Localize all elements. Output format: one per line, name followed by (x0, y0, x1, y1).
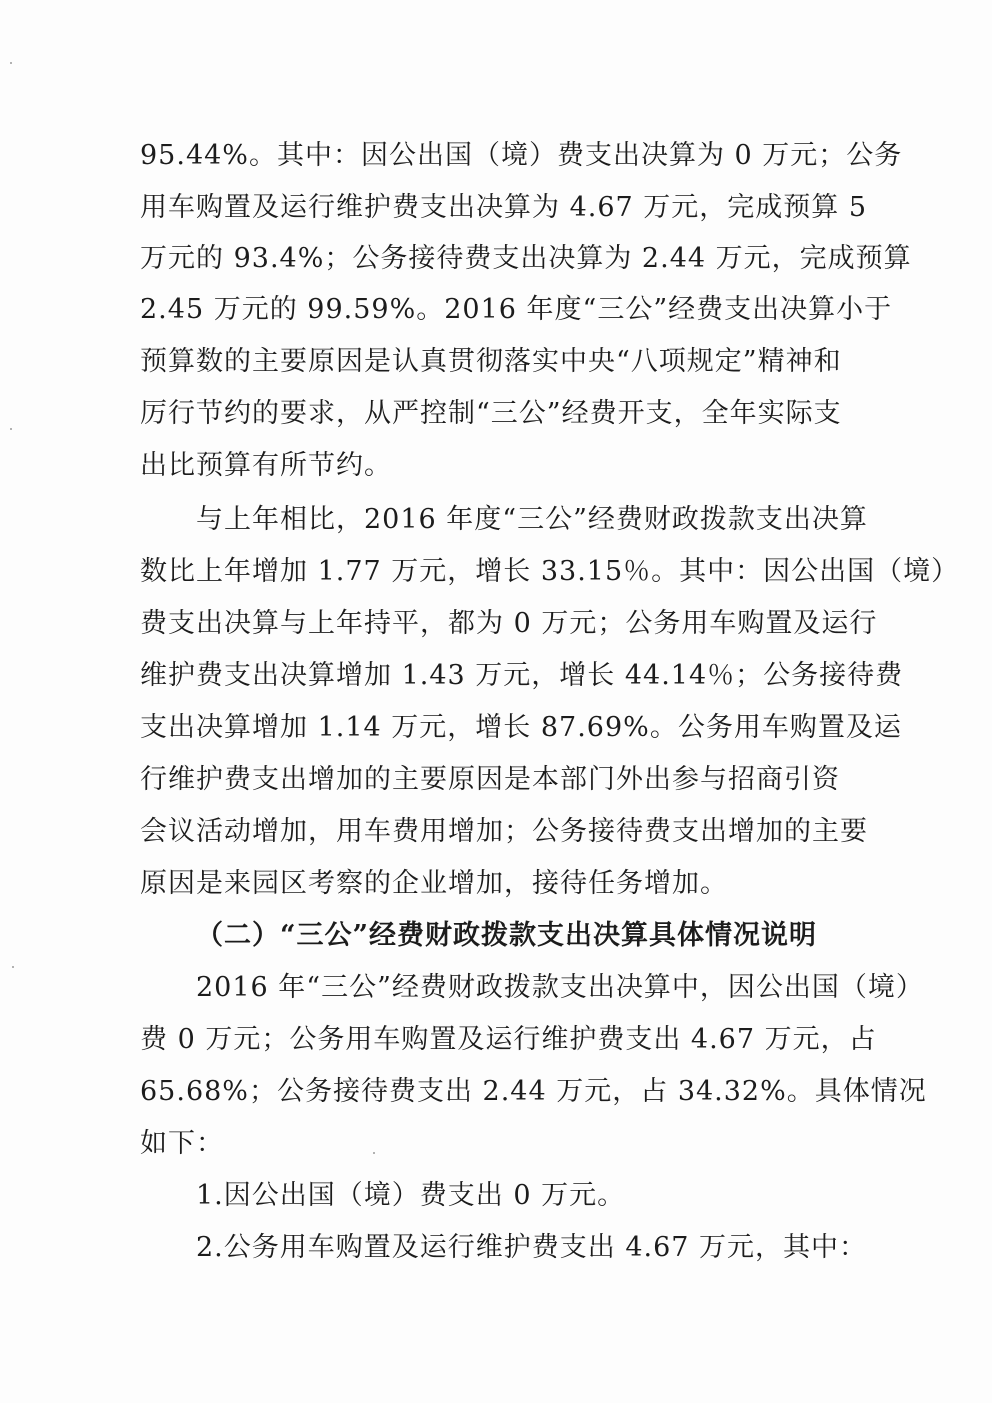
text-line: 用车购置及运行维护费支出决算为 4.67 万元，完成预算 5 (140, 192, 868, 223)
text-line: 65.68%；公务接待费支出 2.44 万元，占 34.32%。具体情况 (140, 1076, 927, 1107)
section-heading: （二）“三公”经费财政拨款支出决算具体情况说明 (196, 920, 818, 951)
text-line: 如下： (140, 1128, 224, 1159)
list-item: 1.因公出国（境）费支出 0 万元。 (196, 1180, 626, 1211)
text-line: 出比预算有所节约。 (140, 450, 392, 481)
text-line: 数比上年增加 1.77 万元，增长 33.15％。其中：因公出国（境） (140, 556, 960, 587)
text-line: 原因是来园区考察的企业增加，接待任务增加。 (140, 868, 728, 899)
scan-speck (12, 966, 14, 968)
text-line: 预算数的主要原因是认真贯彻落实中央“八项规定”精神和 (140, 346, 842, 377)
text-line: 厉行节约的要求，从严控制“三公”经费开支，全年实际支 (140, 398, 842, 429)
text-line: 会议活动增加，用车费用增加；公务接待费支出增加的主要 (140, 816, 868, 847)
text-line: 费支出决算与上年持平，都为 0 万元；公务用车购置及运行 (140, 608, 878, 639)
text-line: 支出决算增加 1.14 万元，增长 87.69%。公务用车购置及运 (140, 712, 902, 743)
list-item: 2.公务用车购置及运行维护费支出 4.67 万元，其中： (196, 1232, 868, 1263)
scan-speck (10, 428, 12, 430)
text-line: 维护费支出决算增加 1.43 万元，增长 44.14％；公务接待费 (140, 660, 904, 691)
scan-speck (10, 62, 12, 64)
paragraph-first-line: 与上年相比，2016 年度“三公”经费财政拨款支出决算 (196, 504, 868, 535)
text-line: 万元的 93.4%；公务接待费支出决算为 2.44 万元，完成预算 (140, 243, 912, 274)
text-line: 2.45 万元的 99.59%。2016 年度“三公”经费支出决算小于 (140, 294, 893, 325)
text-line: 95.44%。其中：因公出国（境）费支出决算为 0 万元；公务 (140, 140, 903, 171)
paragraph-first-line: 2016 年“三公”经费财政拨款支出决算中，因公出国（境） (196, 972, 924, 1003)
text-line: 费 0 万元；公务用车购置及运行维护费支出 4.67 万元，占 (140, 1024, 877, 1055)
scan-speck (373, 1152, 375, 1154)
text-line: 行维护费支出增加的主要原因是本部门外出参与招商引资 (140, 764, 840, 795)
